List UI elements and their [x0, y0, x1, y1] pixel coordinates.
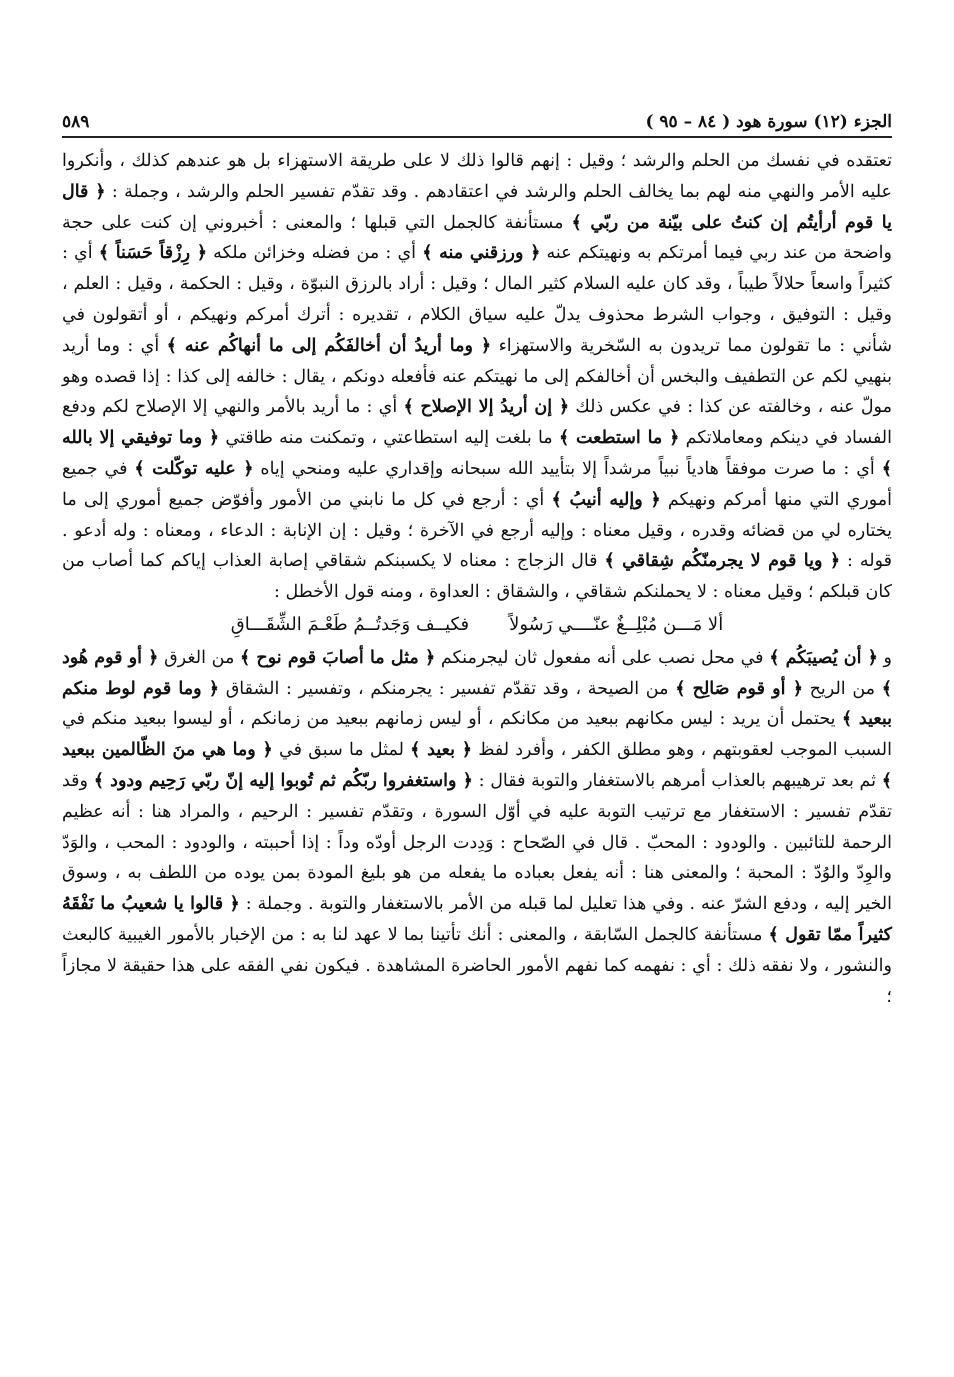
text-run: ما بلغت إليه استطاعتي ، وتمكنت منه طاقتي: [219, 428, 559, 449]
text-run: تعتقده في نفسك من الحلم والرشد ؛ وقيل : إنهم قالوا ذلك لا على طريقة الاستهزاء بل هو عندهم كذلك ، وأنكروا عليه الأمر والنهي منه لهم بما يخالف الحلم والرشد في اعتقادهم . وقد تقدّم تفسير الحلم والرشد ، وجملة :: [62, 151, 892, 202]
text-run: يحتمل أن يريد : ليس مكانهم ببعيد من مكانكم ، أو ليس زمانهم ببعيد من زمانكم ، أو ليسوا ببعيد منكم في السبب الموجب لعقوبتهم ، وهو مطلق الكفر ، وأفرد لفظ: [62, 709, 892, 761]
verse-second-hemistich: فكيــف وَجَدتُــمُ طَعْـمَ الشِّقَـــاقِ: [230, 613, 470, 635]
quran-quote: ﴿ عليه توكّلت ﴾: [134, 458, 254, 479]
text-run: من الصيحة ، وقد تقدّم تفسير : يجرمنكم ، وتفسير : الشقاق: [219, 678, 676, 699]
quran-quote: ﴿ وإليه أنيبُ ﴾: [551, 489, 661, 510]
text-run: مستأنفة كالجمل التي قبلها ؛ والمعنى : أخبروني إن كنت على حجة واضحة من عند ربي فيما أمرتكم به ونهيتكم عنه: [62, 212, 892, 264]
page-number: ٥٨٩: [62, 112, 90, 132]
paragraph-2: [62, 643, 892, 1013]
quran-quote: ﴿ مثل ما أصابَ قوم نوح ﴾: [239, 647, 436, 668]
verse-first-hemistich: ألا مَـــن مُبْلِــغٌ عنّــــي رَسُولاً: [509, 613, 724, 635]
quran-quote: ﴿ وما قوم لوط منكم ببعيد ﴾: [62, 678, 892, 730]
quran-quote: ﴿ أن يُصيبَكُم ﴾: [769, 647, 878, 668]
text-run: أي : كثيراً واسعاً حلالاً طيباً ، وقد كان عليه السلام كثير المال ؛ وقيل : أراد بالرزق النبوّة ، وقيل : الحكمة ، وقيل : العلم ، وقيل : التوفيق ، وجواب الشرط محذوف يدلّ عليه سياق الكلام ، تقديره : أترك أمركم ونهيكم ، أو أتقولون في شأني : ما تقولون مما تريدون به السّخرية والاستهزاء: [62, 243, 892, 356]
poetry-verse: [62, 610, 892, 641]
text-run: وقد تقدّم تفسير : الاستغفار مع ترتيب التوبة عليه في أوّل السورة ، وتقدّم تفسير : الرحيم ، والمراد هنا : أنه عظيم الرحمة للتائبين . والودود : المحبّ . قال في الصّحاح : وَدِدت الرجل أودّه وداً : إذا أحببته ، والودود : المحب ، والوَدّ والوِدّ والوُدّ : المحبة ؛ والمعنى هنا : أنه يفعل بعباده ما يفعله من هو بليغ المودة بمن يوده من اللطف به ، وسوق الخير إليه ، ودفع الشرّ عنه . وفي هذا تعليل لما قبله من الأمر بالاستغفار والتوبة . وجملة :: [62, 770, 892, 915]
text-run: في محل نصب على أنه مفعول ثان ليجرمنكم: [435, 647, 770, 668]
text-run: في جميع أموري التي منها أمركم ونهيكم: [62, 458, 893, 510]
text-run: أي : أرجع في كل ما نابني من الأمور وأفوّض جميع أموري إلى ما يختاره لي من قضائه وقدره ، وقيل معناه : وإليه أرجع في الآخرة ؛ وقيل : إن الإنابة : الدعاء ، ومعناه : وله أدعو . قوله :: [62, 489, 892, 572]
text-run: لمثل ما سبق في: [272, 740, 411, 761]
text-run: أي : ما أريد بالأمر والنهي إلا الإصلاح لكم ودفع الفساد في دينكم ومعاملاتكم: [62, 397, 892, 449]
quran-quote: ﴿ وما أريدُ أن أخالفَكُم إلى ما أنهاكُم عنه ﴾: [166, 335, 492, 356]
quran-quote: ﴿ أو قوم صَالِح ﴾: [675, 678, 803, 699]
quran-quote: ﴿ وما توفيقي إلا بالله ﴾: [62, 428, 892, 479]
text-run: و: [877, 647, 892, 668]
text-run: ثم بعد ترهيبهم بالعذاب أمرهم بالاستغفار والتوبة فقال :: [472, 770, 882, 791]
text-run: أي : من فضله وخزائن ملكه: [207, 243, 423, 264]
quran-quote: ﴿ قالوا يا شعيبُ ما نَفْقَهُ كثيراً ممّا تقول ﴾: [62, 894, 892, 945]
text-run: من الريح: [802, 678, 882, 699]
quran-quote: ﴿ بعيد ﴾: [410, 740, 472, 761]
quran-quote: ﴿ ويا قوم لا يجرمنّكُم شِقاقي ﴾: [604, 551, 841, 572]
text-run: مستأنفة كالجمل السّابقة ، والمعنى : أنك تأتينا بما لا عهد لنا به : من الإخبار بالأمور الغيبية كالبعث والنشور ، ولا نفقه ذلك : أي : نفهمه كما نفهم الأمور الحاضرة المشاهدة . فيكون نفي الفقه على هذا حقيقة لا مجازاً ؛: [62, 924, 892, 1007]
text-run: قال الزجاج : معناه لا يكسبنكم شقاقي إصابة العذاب إياكم كما أصاب من كان قبلكم ؛ وقيل معناه : لا يحملنكم شقاقي ، والشقاق : العداوة ، ومنه قول الأخطل :: [62, 551, 892, 603]
quran-quote: ﴿ ورزقني منه ﴾: [422, 243, 541, 264]
running-title: الجزء (١٢) سورة هود ( ٨٤ – ٩٥ ): [645, 112, 892, 132]
quran-quote: ﴿ رِزْقاً حَسَناً ﴾: [98, 243, 207, 264]
text-run: أي : ما صرت موفقاً هادياً نبياً مرشداً إلا بتأييد الله سبحانه وإقداري عليه ومنحي إياه: [253, 458, 882, 479]
quran-quote: ﴿ وما هي منَ الظّالمين ببعيد ﴾: [62, 740, 892, 791]
text-run: من الغرق: [158, 647, 240, 668]
page-header: [62, 98, 892, 138]
quran-quote: ﴿ واستغفروا ربّكُم ثم تُوبوا إليه إنّ ربّي رَحِيم ودود ﴾: [93, 770, 473, 791]
quran-quote: ﴿ أو قوم هُود ﴾: [62, 647, 892, 699]
text-run: أي : وما أريد بنهيي لكم عن التطفيف والبخس أن أخالفكم إلى ما نهيتكم عنه فأفعله دونكم ، يقال : خالفه إلى كذا : إذا قصده وهو مولّ عنه ، وخالفته عن كذا : في عكس ذلك: [62, 335, 892, 418]
quran-quote: ﴿ إن أريدُ إلا الإصلاح ﴾: [403, 397, 570, 418]
paragraph-1: [62, 146, 892, 608]
quran-quote: ﴿ قال يا قوم أرأيتُم إن كنتُ على بيّنة من ربّي ﴾: [62, 181, 892, 233]
body-text: [62, 146, 892, 1012]
quran-quote: ﴿ ما استطعت ﴾: [558, 428, 680, 449]
